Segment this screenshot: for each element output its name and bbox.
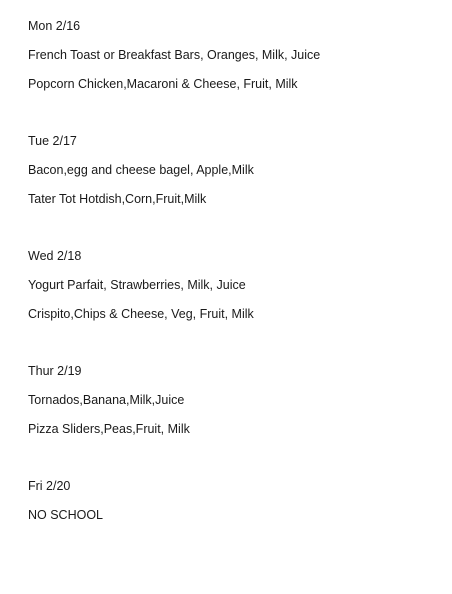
lunch-item: Popcorn Chicken,Macaroni & Cheese, Fruit, Milk (28, 77, 298, 91)
status-note: NO SCHOOL (28, 508, 104, 522)
day-heading: Thur 2/19 (28, 364, 82, 378)
day-heading: Tue 2/17 (28, 134, 77, 148)
day-monday (28, 19, 438, 134)
lunch-menu (28, 19, 438, 594)
lunch-item: Tater Tot Hotdish,Corn,Fruit,Milk (28, 192, 207, 206)
day-thursday (28, 364, 438, 479)
day-heading: Wed 2/18 (28, 249, 82, 263)
breakfast-item: French Toast or Breakfast Bars, Oranges, Milk, Juice (28, 48, 321, 62)
breakfast-item: Tornados,Banana,Milk,Juice (28, 393, 185, 407)
breakfast-item: Yogurt Parfait, Strawberries, Milk, Juice (28, 278, 246, 292)
breakfast-item: Bacon,egg and cheese bagel, Apple,Milk (28, 163, 254, 177)
day-tuesday (28, 134, 438, 249)
day-wednesday (28, 249, 438, 364)
lunch-item: Crispito,Chips & Cheese, Veg, Fruit, Milk (28, 307, 254, 321)
lunch-item: Pizza Sliders,Peas,Fruit, Milk (28, 422, 190, 436)
day-friday (28, 479, 438, 594)
day-heading: Fri 2/20 (28, 479, 71, 493)
day-heading: Mon 2/16 (28, 19, 81, 33)
